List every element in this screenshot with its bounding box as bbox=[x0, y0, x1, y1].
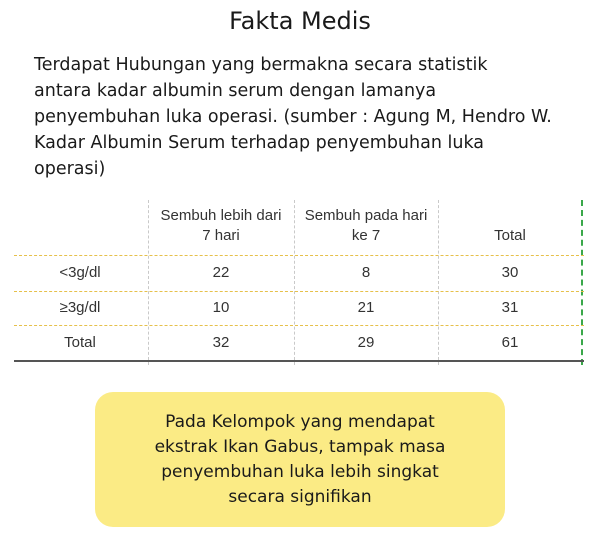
paragraph-line: antara kadar albumin serum dengan lamanya bbox=[34, 81, 437, 101]
cell-value: 8 bbox=[361, 264, 371, 281]
row-label: ≥3g/dl bbox=[59, 299, 101, 316]
callout-line: Pada Kelompok yang mendapat bbox=[165, 411, 435, 432]
cell-value: 31 bbox=[501, 299, 519, 316]
callout-line: ekstrak Ikan Gabus, tampak masa bbox=[154, 436, 446, 457]
page-title: Fakta Medis bbox=[229, 7, 371, 35]
cell-value: 30 bbox=[501, 264, 519, 281]
row-label: <3g/dl bbox=[59, 264, 101, 281]
row-divider bbox=[14, 325, 584, 326]
cell-value: 29 bbox=[357, 334, 375, 351]
intro-paragraph bbox=[34, 52, 584, 182]
cell-value: 22 bbox=[212, 264, 230, 281]
paragraph-line: Kadar Albumin Serum terhadap penyembuhan luka bbox=[34, 133, 484, 153]
cell-value: 32 bbox=[212, 334, 230, 351]
paragraph-line: Terdapat Hubungan yang bermakna secara statistik bbox=[34, 55, 488, 75]
column-divider bbox=[294, 200, 295, 365]
column-divider bbox=[438, 200, 439, 365]
header-col1: Sembuh lebih dari 7 hari bbox=[160, 207, 282, 244]
paragraph-line: operasi) bbox=[34, 159, 106, 179]
header-col2: Sembuh pada hari ke 7 bbox=[304, 207, 428, 244]
row-label: Total bbox=[64, 334, 96, 351]
column-divider bbox=[148, 200, 149, 365]
table-bottom-border bbox=[14, 360, 584, 362]
albumin-table bbox=[14, 200, 584, 365]
row-divider bbox=[14, 255, 584, 256]
cell-value: 21 bbox=[357, 299, 375, 316]
cell-value: 61 bbox=[501, 334, 519, 351]
table-right-border bbox=[581, 200, 583, 365]
paragraph-line: penyembuhan luka operasi. (sumber : Agung M, Hendro W. bbox=[34, 107, 552, 127]
callout-line: secara signifikan bbox=[228, 486, 372, 507]
header-total: Total bbox=[494, 227, 526, 244]
cell-value: 10 bbox=[212, 299, 230, 316]
conclusion-callout bbox=[95, 392, 505, 527]
callout-line: penyembuhan luka lebih singkat bbox=[161, 461, 439, 482]
row-divider bbox=[14, 291, 584, 292]
